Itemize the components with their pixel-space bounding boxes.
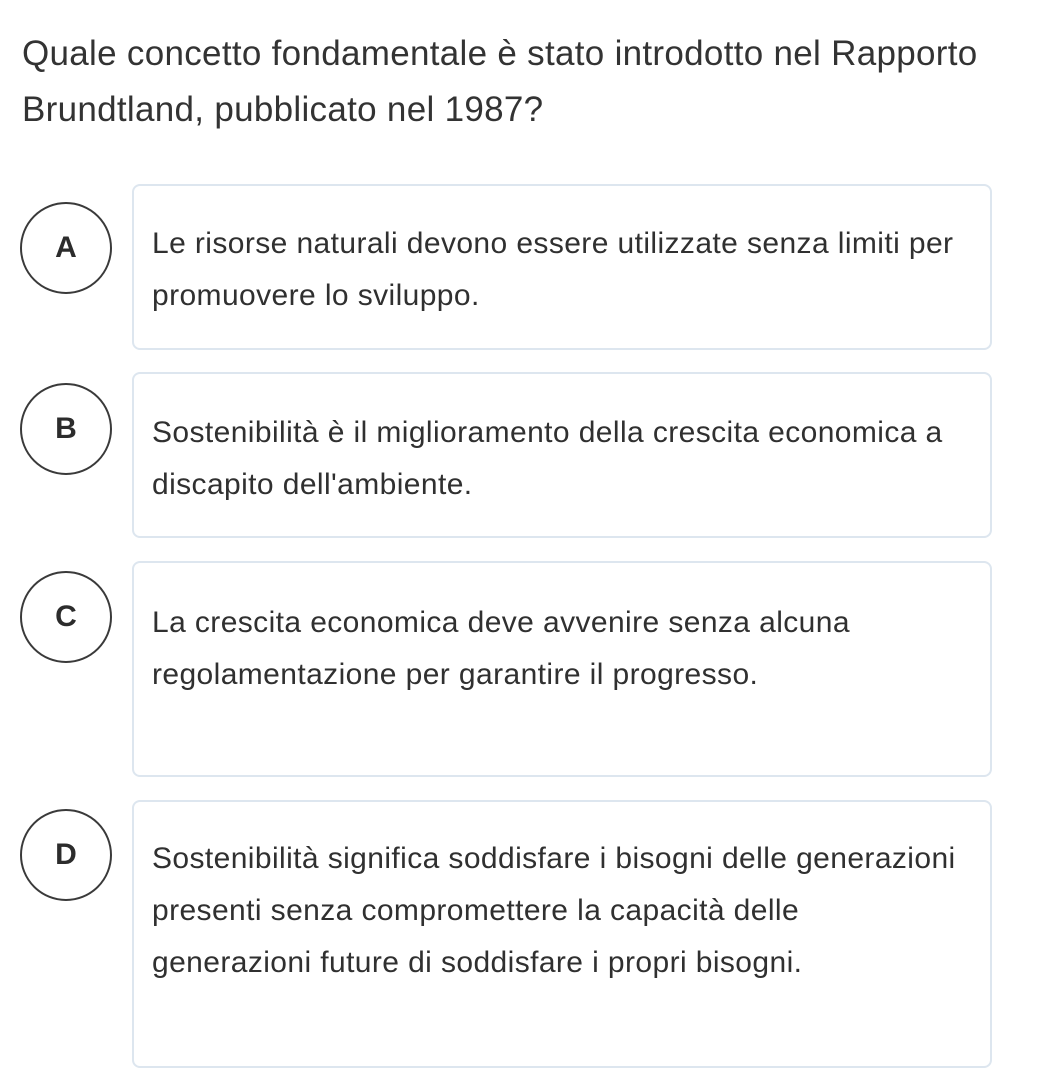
option-letter-badge-d[interactable]: D [20, 809, 112, 901]
answer-option-b[interactable] [20, 372, 992, 538]
question-text: Quale concetto fondamentale è stato introdotto nel Rapporto Brundtland, pubblicato nel 1987? [22, 34, 978, 129]
option-text-d: Sostenibilità significa soddisfare i bisogni delle generazioni presenti senza compromettere la capacità delle generazioni future di soddisfare i propri bisogni. [152, 842, 956, 979]
option-text-b: Sostenibilità è il miglioramento della crescita economica a discapito dell'ambiente. [152, 416, 943, 501]
option-card-b[interactable] [132, 372, 992, 538]
option-letter-badge-c[interactable]: C [20, 571, 112, 663]
option-text-c: La crescita economica deve avvenire senza alcuna regolamentazione per garantire il progresso. [152, 606, 850, 691]
option-text-a: Le risorse naturali devono essere utilizzate senza limiti per promuovere lo sviluppo. [152, 227, 954, 312]
option-card-a[interactable] [132, 184, 992, 350]
answer-option-a[interactable] [20, 184, 992, 350]
answer-option-d[interactable] [20, 800, 992, 1068]
answer-option-c[interactable] [20, 561, 992, 777]
option-card-c[interactable] [132, 561, 992, 777]
option-letter-badge-a[interactable]: A [20, 202, 112, 294]
option-card-d[interactable] [132, 800, 992, 1068]
option-letter-badge-b[interactable]: B [20, 383, 112, 475]
